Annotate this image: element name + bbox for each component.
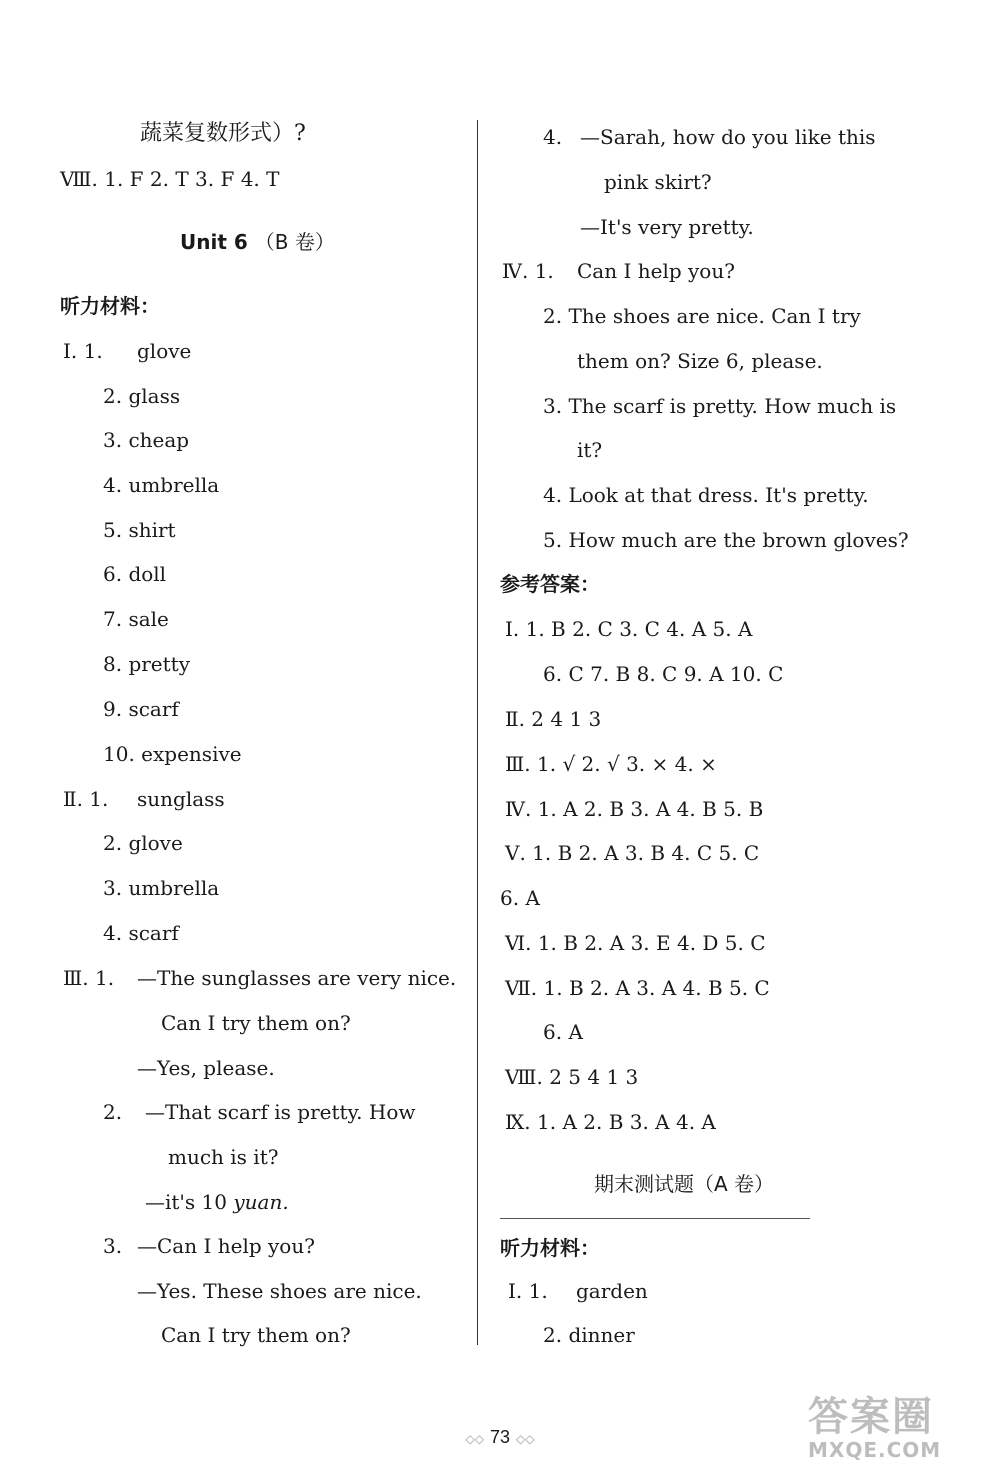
page-ornament-right: ◇◇ xyxy=(516,1432,535,1446)
list-item: sunglass xyxy=(137,787,225,811)
dialogue-line xyxy=(145,1189,289,1215)
dialogue-number: 2. xyxy=(103,1100,123,1124)
list-item: 3. umbrella xyxy=(103,876,220,900)
list-item: 10. expensive xyxy=(103,742,242,766)
section-viii-answers: Ⅷ. 1. F 2. T 3. F 4. T xyxy=(60,167,280,191)
watermark-url: MXQE.COM xyxy=(808,1438,942,1462)
list-item: garden xyxy=(576,1279,648,1303)
continued-text: 蔬菜复数形式）? xyxy=(140,121,306,146)
listening-line: 2. The shoes are nice. Can I try xyxy=(543,304,861,328)
dialogue-line: pink skirt? xyxy=(604,170,712,194)
reply-text: —it's 10 xyxy=(145,1190,228,1214)
page-ornament-left: ◇◇ xyxy=(465,1432,484,1446)
section-2-label: Ⅱ. 1. xyxy=(63,787,109,811)
listening-heading: 听力材料： xyxy=(60,294,160,318)
answer-line: Ⅳ. 1. A 2. B 3. A 4. B 5. B xyxy=(505,797,764,821)
list-item: 3. cheap xyxy=(103,428,190,452)
section-1-label: Ⅰ. 1. xyxy=(63,339,103,363)
title-rule xyxy=(500,1218,810,1219)
final-exam-title: 期末测试题（A 卷） xyxy=(594,1172,775,1196)
answers-heading: 参考答案： xyxy=(500,572,600,596)
dialogue-line: Can I try them on? xyxy=(161,1011,351,1035)
list-item: 6. doll xyxy=(103,562,167,586)
list-item: 8. pretty xyxy=(103,652,191,676)
listening-line: 5. How much are the brown gloves? xyxy=(543,528,909,552)
unit-title-main: Unit 6 xyxy=(180,230,248,254)
listening-line: them on? Size 6, please. xyxy=(577,349,823,373)
answer-line: Ⅸ. 1. A 2. B 3. A 4. A xyxy=(505,1110,716,1134)
final-section-1-label: Ⅰ. 1. xyxy=(508,1279,548,1303)
dialogue-number: 3. xyxy=(103,1234,123,1258)
answer-line: Ⅵ. 1. B 2. A 3. E 4. D 5. C xyxy=(505,931,766,955)
dialogue-line: Can I try them on? xyxy=(161,1323,351,1347)
answer-line: Ⅴ. 1. B 2. A 3. B 4. C 5. C xyxy=(505,841,760,865)
list-item: 7. sale xyxy=(103,607,169,631)
listening-line: it? xyxy=(577,438,603,462)
list-item: 4. umbrella xyxy=(103,473,220,497)
unit-title-suffix: （B 卷） xyxy=(254,230,335,254)
dialogue-line: —Yes. These shoes are nice. xyxy=(137,1279,422,1303)
section-3-label: Ⅲ. 1. xyxy=(63,966,115,990)
list-item: 2. glass xyxy=(103,384,181,408)
dialogue-line: —That scarf is pretty. How xyxy=(145,1100,416,1124)
listening-line: 4. Look at that dress. It's pretty. xyxy=(543,483,869,507)
answer-line: 6. A xyxy=(500,886,540,910)
dialogue-line: —Yes, please. xyxy=(137,1056,275,1080)
dialogue-line: —Can I help you? xyxy=(137,1234,315,1258)
answer-line: 6. C 7. B 8. C 9. A 10. C xyxy=(543,662,784,686)
page-number-text: 73 xyxy=(489,1427,511,1447)
answer-line: Ⅲ. 1. √ 2. √ 3. × 4. × xyxy=(505,752,717,776)
answer-line: Ⅶ. 1. B 2. A 3. A 4. B 5. C xyxy=(505,976,770,1000)
answer-line: Ⅰ. 1. B 2. C 3. C 4. A 5. A xyxy=(505,617,753,641)
list-item: 2. glove xyxy=(103,831,183,855)
answer-line: Ⅱ. 2 4 1 3 xyxy=(505,707,602,731)
dialogue-line: —The sunglasses are very nice. xyxy=(137,966,457,990)
list-item: 2. dinner xyxy=(543,1323,635,1347)
listening-line: 3. The scarf is pretty. How much is xyxy=(543,394,897,418)
dialogue-line: —It's very pretty. xyxy=(580,215,754,239)
final-listening-heading: 听力材料： xyxy=(500,1236,600,1260)
list-item: 4. scarf xyxy=(103,921,179,945)
dialogue-number: 4. xyxy=(543,125,563,149)
watermark-logo xyxy=(808,1395,941,1461)
section-4-label: Ⅳ. 1. xyxy=(502,259,554,283)
dialogue-line: —Sarah, how do you like this xyxy=(580,125,876,149)
unit-title xyxy=(180,229,335,255)
dialogue-line: much is it? xyxy=(168,1145,279,1169)
answer-line: 6. A xyxy=(543,1020,583,1044)
list-item: glove xyxy=(137,339,192,363)
list-item: 9. scarf xyxy=(103,697,179,721)
watermark-text: 答案圈 xyxy=(808,1394,934,1440)
answer-line: Ⅷ. 2 5 4 1 3 xyxy=(505,1065,639,1089)
listening-line: Can I help you? xyxy=(577,259,735,283)
reply-italic: yuan. xyxy=(233,1190,289,1214)
column-divider xyxy=(477,120,478,1345)
list-item: 5. shirt xyxy=(103,518,176,542)
